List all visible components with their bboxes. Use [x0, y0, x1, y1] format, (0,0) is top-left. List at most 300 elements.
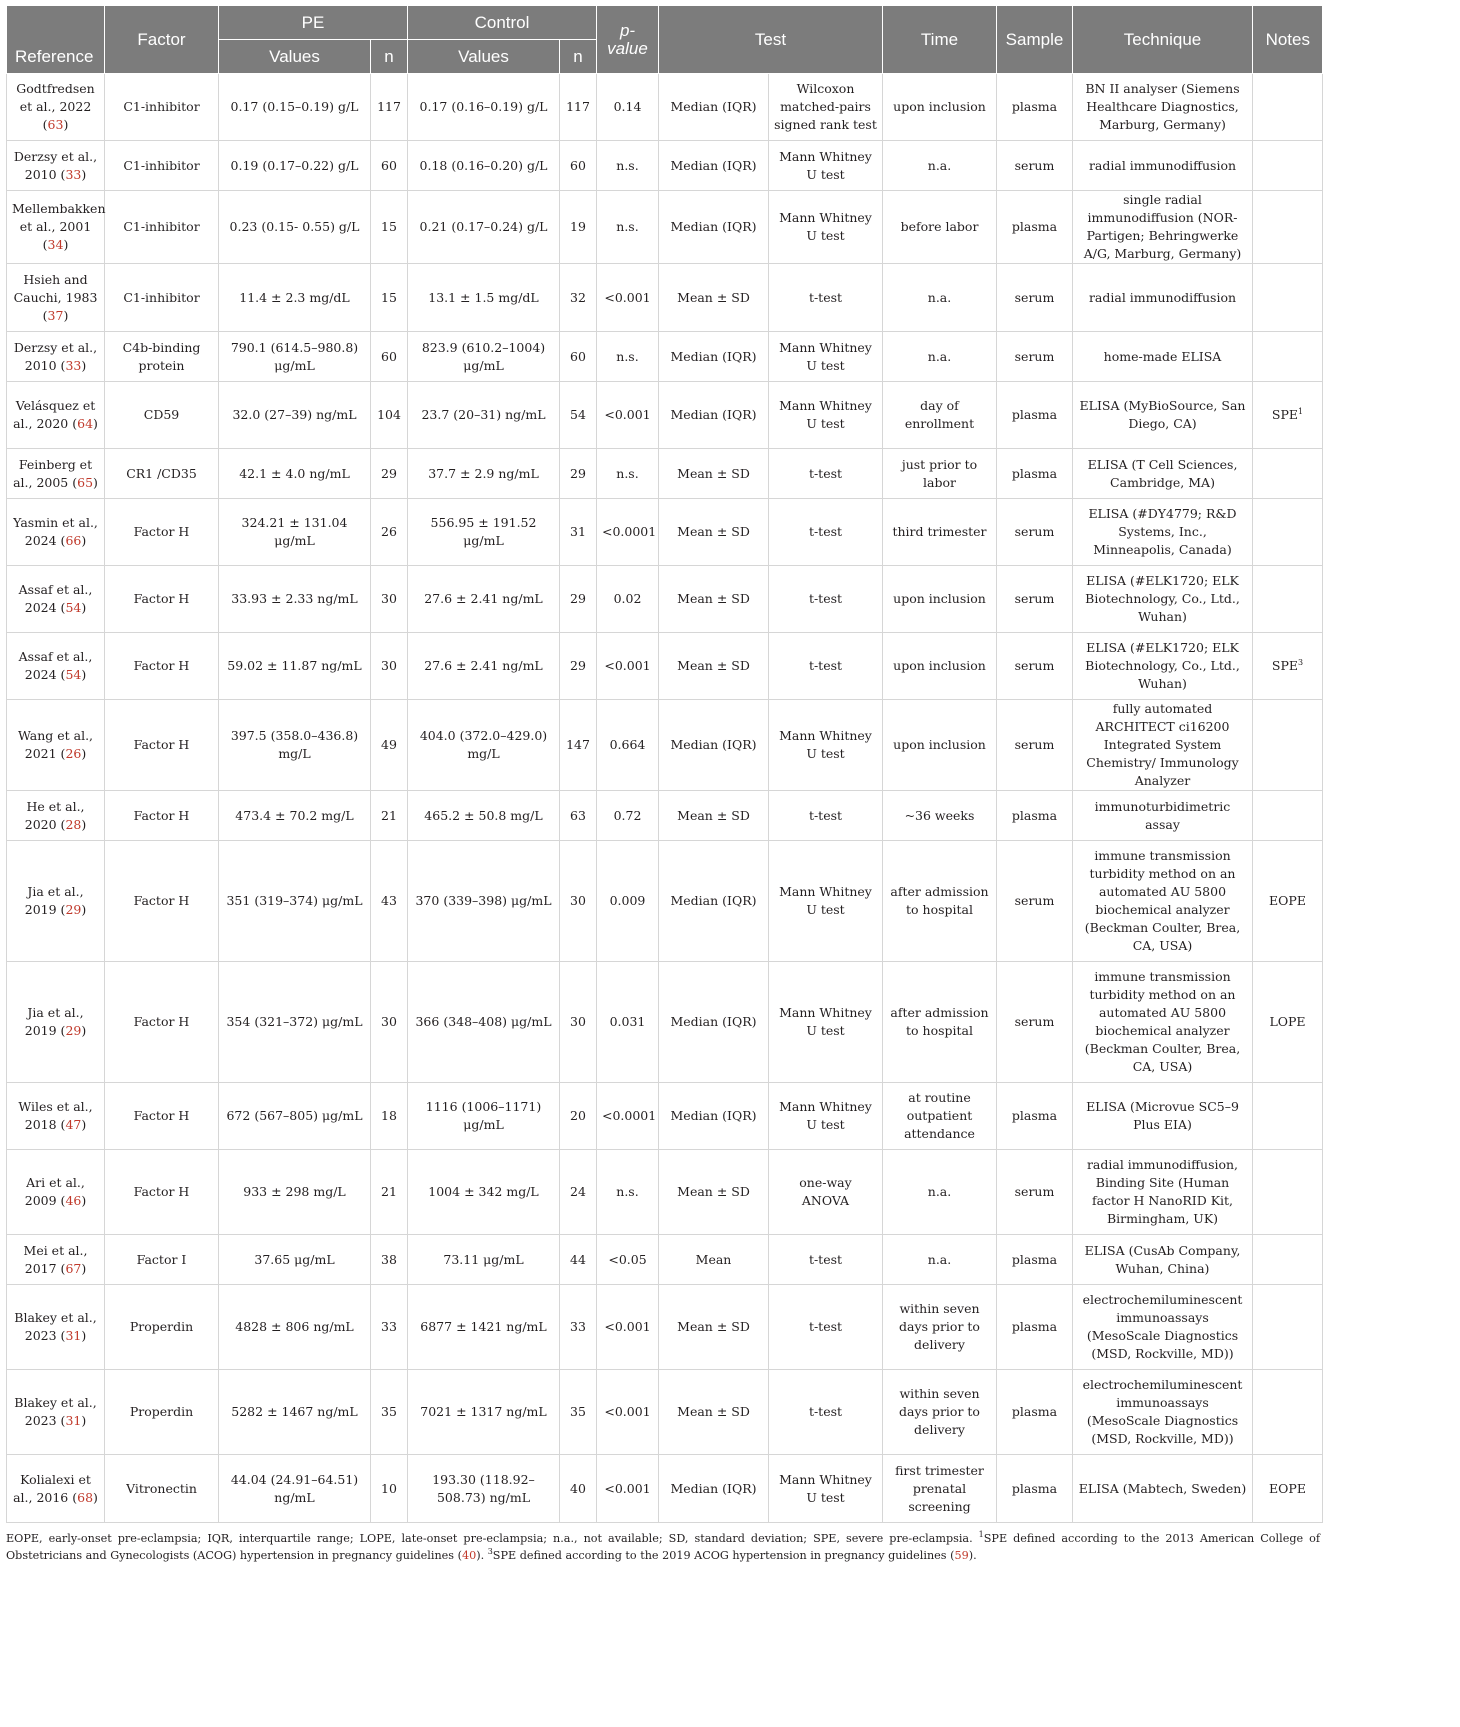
cell-pe-values: 0.17 (0.15–0.19) g/L [219, 74, 371, 141]
cell-statistic: Mean [659, 1235, 769, 1285]
table-header [7, 6, 1323, 74]
cell-reference: Hsieh and Cauchi, 1983 (37) [7, 264, 105, 332]
cell-reference: Blakey et al., 2023 (31) [7, 1370, 105, 1455]
cell-factor: Properdin [105, 1370, 219, 1455]
cell-technique: radial immunodiffusion, Binding Site (Human factor H NanoRID Kit, Birmingham, UK) [1073, 1150, 1253, 1235]
cell-pe-n: 60 [371, 332, 408, 382]
reference-text: Godtfredsen et al., 2022 [16, 81, 95, 114]
reference-text: Derzsy et al., 2010 [13, 148, 98, 182]
cell-test: t-test [769, 264, 883, 332]
reference-text: Ari et al., 2009 [24, 1175, 85, 1208]
cell-p-value: <0.001 [597, 382, 659, 449]
cell-control-values: 37.7 ± 2.9 ng/mL [408, 449, 560, 499]
cell-factor: CD59 [105, 382, 219, 449]
cell-pe-values: 11.4 ± 2.3 mg/dL [219, 264, 371, 332]
cell-control-n: 60 [560, 332, 597, 382]
reference-text: Wiles et al., 2018 [18, 1099, 93, 1132]
footnote-note-1-text: SPE defined according to the 2013 American College of Obstetricians and Gynecologists (ACOG) hypertension in pregnancy guidelines ( [6, 1532, 1320, 1562]
reference-text: Velásquez et al., 2020 [13, 398, 96, 431]
cell-factor: Factor H [105, 566, 219, 633]
cell-technique: radial immunodiffusion [1073, 264, 1253, 332]
cell-test: t-test [769, 449, 883, 499]
cell-factor: C1-inhibitor [105, 191, 219, 264]
cell-sample: serum [997, 566, 1073, 633]
citation-link[interactable]: 64 [77, 416, 94, 431]
cell-sample: serum [997, 633, 1073, 700]
cell-control-n: 32 [560, 264, 597, 332]
cell-factor: Factor I [105, 1235, 219, 1285]
cell-notes [1253, 962, 1323, 1083]
cell-notes [1253, 264, 1323, 332]
cell-time: day of enrollment [883, 382, 997, 449]
citation-link[interactable]: 47 [65, 1117, 82, 1132]
cell-statistic: Mean ± SD [659, 566, 769, 633]
notes-footnote-marker: 3 [1298, 658, 1304, 667]
cell-sample: serum [997, 962, 1073, 1083]
cell-reference: Mei et al., 2017 (67) [7, 1235, 105, 1285]
cell-sample: plasma [997, 1235, 1073, 1285]
cell-statistic: Mean ± SD [659, 791, 769, 841]
table-row [7, 1150, 1323, 1235]
citation-link[interactable]: 31 [65, 1328, 82, 1343]
header-notes: Notes [1253, 6, 1323, 74]
citation-link[interactable]: 68 [77, 1489, 94, 1505]
cell-test: Wilcoxon matched-pairs signed rank test [769, 74, 883, 141]
cell-reference: Blakey et al., 2023 (31) [7, 1285, 105, 1370]
cell-pe-values: 44.04 (24.91–64.51) ng/mL [219, 1455, 371, 1523]
header-time: Time [883, 6, 997, 74]
citation-link[interactable]: 54 [65, 667, 82, 682]
cell-notes [1253, 700, 1323, 791]
cell-pe-n: 21 [371, 1150, 408, 1235]
cell-control-values: 13.1 ± 1.5 mg/dL [408, 264, 560, 332]
citation-link[interactable]: 29 [65, 1023, 82, 1038]
citation-link[interactable]: 37 [47, 307, 64, 323]
reference-text: Yasmin et al., 2024 [13, 515, 98, 548]
cell-sample: plasma [997, 382, 1073, 449]
cell-factor: Factor H [105, 700, 219, 791]
footnote-note-1-end: ). [476, 1549, 485, 1562]
cell-statistic: Median (IQR) [659, 332, 769, 382]
cell-pe-n: 26 [371, 499, 408, 566]
cell-technique: ELISA (#ELK1720; ELK Biotechnology, Co., Ltd., Wuhan) [1073, 633, 1253, 700]
cell-p-value: 0.14 [597, 74, 659, 141]
cell-reference: Derzsy et al., 2010 (33) [7, 332, 105, 382]
cell-factor: C1-inhibitor [105, 141, 219, 191]
footnote-abbreviations: EOPE, early-onset pre-eclampsia; IQR, interquartile range; LOPE, late-onset pre-eclampsia; n.a., not available; SD, standard deviation; SPE, severe pre-eclampsia. [6, 1532, 973, 1545]
cell-notes [1253, 633, 1323, 700]
cell-control-values: 1116 (1006–1171) μg/mL [408, 1083, 560, 1150]
table-row [7, 74, 1323, 141]
cell-factor: C1-inhibitor [105, 264, 219, 332]
cell-test: Mann Whitney U test [769, 191, 883, 264]
citation-link[interactable]: 65 [77, 474, 94, 490]
citation-link[interactable]: 33 [65, 357, 82, 373]
cell-control-values: 27.6 ± 2.41 ng/mL [408, 633, 560, 700]
cell-factor: Factor H [105, 1150, 219, 1235]
cell-pe-values: 42.1 ± 4.0 ng/mL [219, 449, 371, 499]
header-p-value-line2: value [607, 38, 648, 58]
cell-time: before labor [883, 191, 997, 264]
reference-text: Feinberg et al., 2005 [13, 456, 93, 490]
cell-p-value: <0.001 [597, 633, 659, 700]
citation-link[interactable]: 67 [65, 1260, 82, 1276]
cell-control-values: 366 (348–408) μg/mL [408, 962, 560, 1083]
cell-control-values: 1004 ± 342 mg/L [408, 1150, 560, 1235]
cell-control-values: 0.21 (0.17–0.24) g/L [408, 191, 560, 264]
cell-control-values: 73.11 μg/mL [408, 1235, 560, 1285]
cell-control-n: 19 [560, 191, 597, 264]
footnote-note-3-citation[interactable]: 59 [954, 1549, 969, 1562]
cell-pe-values: 37.65 μg/mL [219, 1235, 371, 1285]
cell-p-value: 0.009 [597, 841, 659, 962]
cell-time: within seven days prior to delivery [883, 1285, 997, 1370]
cell-sample: plasma [997, 1083, 1073, 1150]
cell-notes [1253, 1083, 1323, 1150]
cell-time: n.a. [883, 1150, 997, 1235]
table-row [7, 449, 1323, 499]
cell-factor: Factor H [105, 791, 219, 841]
reference-text: Derzsy et al., 2010 [13, 339, 98, 373]
cell-control-values: 404.0 (372.0–429.0) mg/L [408, 700, 560, 791]
cell-p-value: <0.0001 [597, 1083, 659, 1150]
cell-pe-values: 354 (321–372) μg/mL [219, 962, 371, 1083]
cell-pe-values: 397.5 (358.0–436.8) mg/L [219, 700, 371, 791]
reference-text: Assaf et al., 2024 [18, 649, 93, 682]
cell-technique: ELISA (Microvue SC5–9 Plus EIA) [1073, 1083, 1253, 1150]
cell-technique: radial immunodiffusion [1073, 141, 1253, 191]
cell-pe-values: 473.4 ± 70.2 mg/L [219, 791, 371, 841]
reference-text: Kolialexi et al., 2016 [13, 1471, 91, 1505]
cell-control-n: 63 [560, 791, 597, 841]
table-row [7, 332, 1323, 382]
header-factor: Factor [105, 6, 219, 74]
cell-technique: immunoturbidimetric assay [1073, 791, 1253, 841]
cell-test: Mann Whitney U test [769, 332, 883, 382]
citation-link[interactable]: 66 [65, 533, 82, 548]
cell-pe-values: 351 (319–374) μg/mL [219, 841, 371, 962]
cell-pe-n: 49 [371, 700, 408, 791]
table-footnote [6, 1530, 1320, 1564]
cell-control-n: 24 [560, 1150, 597, 1235]
reference-text: Jia et al., 2019 [24, 1005, 84, 1038]
cell-notes [1253, 791, 1323, 841]
cell-pe-values: 790.1 (614.5–980.8) μg/mL [219, 332, 371, 382]
cell-pe-values: 5282 ± 1467 ng/mL [219, 1370, 371, 1455]
cell-reference: Assaf et al., 2024 (54) [7, 566, 105, 633]
cell-notes [1253, 141, 1323, 191]
cell-time: n.a. [883, 1235, 997, 1285]
cell-sample: plasma [997, 1285, 1073, 1370]
cell-test: t-test [769, 1285, 883, 1370]
cell-sample: serum [997, 332, 1073, 382]
header-test: Test [659, 6, 883, 74]
cell-pe-n: 21 [371, 791, 408, 841]
cell-p-value: n.s. [597, 1150, 659, 1235]
cell-control-n: 147 [560, 700, 597, 791]
cell-pe-n: 29 [371, 449, 408, 499]
cell-reference: Velásquez et al., 2020 (64) [7, 382, 105, 449]
cell-reference: Wang et al., 2021 (26) [7, 700, 105, 791]
cell-pe-n: 30 [371, 566, 408, 633]
citation-link[interactable]: 63 [47, 117, 64, 132]
cell-reference: Derzsy et al., 2010 (33) [7, 141, 105, 191]
cell-control-n: 30 [560, 962, 597, 1083]
cell-pe-values: 0.23 (0.15- 0.55) g/L [219, 191, 371, 264]
table-row [7, 633, 1323, 700]
cell-statistic: Mean ± SD [659, 1150, 769, 1235]
cell-statistic: Median (IQR) [659, 191, 769, 264]
cell-factor: Properdin [105, 1285, 219, 1370]
cell-pe-n: 43 [371, 841, 408, 962]
cell-p-value: <0.05 [597, 1235, 659, 1285]
header-technique: Technique [1073, 6, 1253, 74]
cell-statistic: Median (IQR) [659, 700, 769, 791]
cell-test: Mann Whitney U test [769, 962, 883, 1083]
cell-reference: He et al., 2020 (28) [7, 791, 105, 841]
cell-pe-n: 30 [371, 962, 408, 1083]
cell-time: within seven days prior to delivery [883, 1370, 997, 1455]
cell-sample: plasma [997, 191, 1073, 264]
citation-link[interactable]: 33 [65, 166, 82, 182]
cell-pe-n: 35 [371, 1370, 408, 1455]
cell-time: third trimester [883, 499, 997, 566]
cell-factor: Factor H [105, 499, 219, 566]
cell-reference: Jia et al., 2019 (29) [7, 962, 105, 1083]
cell-pe-values: 0.19 (0.17–0.22) g/L [219, 141, 371, 191]
cell-control-n: 29 [560, 566, 597, 633]
cell-control-n: 54 [560, 382, 597, 449]
cell-notes [1253, 449, 1323, 499]
citation-link[interactable]: 34 [47, 237, 64, 252]
cell-factor: Factor H [105, 962, 219, 1083]
table-row [7, 191, 1323, 264]
cell-factor: Vitronectin [105, 1455, 219, 1523]
header-reference: Reference [7, 6, 105, 74]
cell-technique: single radial immunodiffusion (NOR-Partigen; Behringwerke A/G, Marburg, Germany) [1073, 191, 1253, 264]
cell-control-n: 40 [560, 1455, 597, 1523]
table-row [7, 1455, 1323, 1523]
cell-test: Mann Whitney U test [769, 1455, 883, 1523]
cell-p-value: <0.001 [597, 1370, 659, 1455]
cell-control-values: 0.18 (0.16–0.20) g/L [408, 141, 560, 191]
cell-control-values: 6877 ± 1421 ng/mL [408, 1285, 560, 1370]
reference-text: Jia et al., 2019 [24, 884, 84, 917]
cell-reference: Yasmin et al., 2024 (66) [7, 499, 105, 566]
table-body [7, 74, 1323, 1523]
cell-statistic: Median (IQR) [659, 141, 769, 191]
citation-link[interactable]: 54 [65, 600, 82, 615]
cell-sample: plasma [997, 449, 1073, 499]
table-row [7, 1083, 1323, 1150]
cell-sample: plasma [997, 1455, 1073, 1523]
cell-technique: immune transmission turbidity method on an automated AU 5800 biochemical analyzer (Beckman Coulter, Brea, CA, USA) [1073, 841, 1253, 962]
cell-sample: serum [997, 499, 1073, 566]
header-sample: Sample [997, 6, 1073, 74]
cell-sample: plasma [997, 791, 1073, 841]
cell-time: after admission to hospital [883, 962, 997, 1083]
cell-pe-n: 104 [371, 382, 408, 449]
cell-control-values: 0.17 (0.16–0.19) g/L [408, 74, 560, 141]
footnote-marker-1: 1 [978, 1530, 984, 1539]
cell-test: Mann Whitney U test [769, 1083, 883, 1150]
cell-sample: serum [997, 700, 1073, 791]
cell-statistic: Median (IQR) [659, 841, 769, 962]
cell-test: Mann Whitney U test [769, 141, 883, 191]
cell-time: n.a. [883, 141, 997, 191]
cell-reference: Wiles et al., 2018 (47) [7, 1083, 105, 1150]
cell-p-value: n.s. [597, 141, 659, 191]
cell-pe-values: 4828 ± 806 ng/mL [219, 1285, 371, 1370]
cell-notes [1253, 566, 1323, 633]
cell-control-n: 60 [560, 141, 597, 191]
cell-statistic: Mean ± SD [659, 449, 769, 499]
citation-link[interactable]: 31 [65, 1413, 82, 1428]
reference-text: Blakey et al., 2023 [14, 1310, 97, 1343]
cell-pe-values: 933 ± 298 mg/L [219, 1150, 371, 1235]
footnote-note-1-citation[interactable]: 40 [461, 1549, 477, 1562]
cell-technique: home-made ELISA [1073, 332, 1253, 382]
cell-statistic: Mean ± SD [659, 499, 769, 566]
cell-notes [1253, 1370, 1323, 1455]
table-container [6, 5, 1322, 1523]
cell-sample: serum [997, 1150, 1073, 1235]
table-row [7, 566, 1323, 633]
cell-pe-n: 15 [371, 191, 408, 264]
reference-text: Assaf et al., 2024 [18, 582, 93, 615]
cell-reference: Godtfredsen et al., 2022 (63) [7, 74, 105, 141]
cell-technique: ELISA (#ELK1720; ELK Biotechnology, Co., Ltd., Wuhan) [1073, 566, 1253, 633]
cell-test: t-test [769, 1235, 883, 1285]
header-p-value [597, 6, 659, 74]
cell-technique: electrochemiluminescent immunoassays (MesoScale Diagnostics (MSD, Rockville, MD)) [1073, 1370, 1253, 1455]
citation-link[interactable]: 46 [65, 1193, 82, 1208]
footnote-marker-3: 3 [487, 1547, 493, 1556]
cell-statistic: Median (IQR) [659, 74, 769, 141]
cell-reference: Mellembakken et al., 2001 (34) [7, 191, 105, 264]
cell-control-n: 29 [560, 633, 597, 700]
cell-reference: Feinberg et al., 2005 (65) [7, 449, 105, 499]
notes-text: LOPE [1269, 1014, 1306, 1029]
cell-time: first trimester prenatal screening [883, 1455, 997, 1523]
notes-footnote-marker: 1 [1298, 407, 1304, 416]
cell-pe-values: 33.93 ± 2.33 ng/mL [219, 566, 371, 633]
notes-text: EOPE [1269, 1480, 1306, 1496]
cell-p-value: <0.0001 [597, 499, 659, 566]
table-row [7, 1370, 1323, 1455]
cell-time: upon inclusion [883, 74, 997, 141]
header-pe-values: Values [219, 40, 371, 74]
cell-control-values: 370 (339–398) μg/mL [408, 841, 560, 962]
cell-notes [1253, 74, 1323, 141]
cell-pe-n: 15 [371, 264, 408, 332]
reference-text: Mei et al., 2017 [23, 1242, 88, 1276]
cell-sample: serum [997, 264, 1073, 332]
cell-time: ~36 weeks [883, 791, 997, 841]
reference-text: Blakey et al., 2023 [14, 1395, 97, 1428]
citation-link[interactable]: 26 [65, 746, 82, 761]
cell-test: Mann Whitney U test [769, 841, 883, 962]
cell-statistic: Median (IQR) [659, 1083, 769, 1150]
cell-time: n.a. [883, 332, 997, 382]
cell-test: t-test [769, 566, 883, 633]
citation-link[interactable]: 28 [65, 816, 82, 832]
cell-factor: CR1 /CD35 [105, 449, 219, 499]
cell-notes [1253, 1285, 1323, 1370]
cell-control-values: 556.95 ± 191.52 μg/mL [408, 499, 560, 566]
cell-pe-n: 117 [371, 74, 408, 141]
cell-notes [1253, 841, 1323, 962]
cell-control-n: 33 [560, 1285, 597, 1370]
cell-pe-values: 59.02 ± 11.87 ng/mL [219, 633, 371, 700]
cell-control-values: 823.9 (610.2–1004) μg/mL [408, 332, 560, 382]
citation-link[interactable]: 29 [65, 902, 82, 917]
reference-text: Wang et al., 2021 [17, 728, 94, 761]
cell-sample: plasma [997, 74, 1073, 141]
cell-p-value: n.s. [597, 332, 659, 382]
cell-statistic: Mean ± SD [659, 1285, 769, 1370]
cell-control-values: 465.2 ± 50.8 mg/L [408, 791, 560, 841]
cell-pe-values: 672 (567–805) μg/mL [219, 1083, 371, 1150]
cell-pe-n: 60 [371, 141, 408, 191]
cell-sample: plasma [997, 1370, 1073, 1455]
table-row [7, 264, 1323, 332]
cell-test: t-test [769, 791, 883, 841]
cell-pe-n: 10 [371, 1455, 408, 1523]
table-row [7, 499, 1323, 566]
cell-p-value: <0.001 [597, 1455, 659, 1523]
cell-time: n.a. [883, 264, 997, 332]
cell-pe-n: 38 [371, 1235, 408, 1285]
cell-control-values: 23.7 (20–31) ng/mL [408, 382, 560, 449]
cell-reference: Assaf et al., 2024 (54) [7, 633, 105, 700]
cell-reference: Ari et al., 2009 (46) [7, 1150, 105, 1235]
reference-text: He et al., 2020 [24, 798, 85, 832]
cell-pe-n: 33 [371, 1285, 408, 1370]
header-pe: PE [219, 6, 408, 40]
cell-statistic: Mean ± SD [659, 633, 769, 700]
cell-test: one-way ANOVA [769, 1150, 883, 1235]
cell-technique: ELISA (Mabtech, Sweden) [1073, 1455, 1253, 1523]
header-control-n: n [560, 40, 597, 74]
cell-factor: Factor H [105, 841, 219, 962]
cell-reference: Jia et al., 2019 (29) [7, 841, 105, 962]
cell-test: Mann Whitney U test [769, 700, 883, 791]
cell-technique: fully automated ARCHITECT ci16200 Integrated System Chemistry/ Immunology Analyzer [1073, 700, 1253, 791]
cell-time: upon inclusion [883, 566, 997, 633]
cell-control-n: 31 [560, 499, 597, 566]
table-row [7, 841, 1323, 962]
table-row [7, 141, 1323, 191]
cell-technique: immune transmission turbidity method on an automated AU 5800 biochemical analyzer (Beckman Coulter, Brea, CA, USA) [1073, 962, 1253, 1083]
footnote-note-3-end: ). [968, 1549, 977, 1562]
cell-control-n: 29 [560, 449, 597, 499]
cell-control-values: 27.6 ± 2.41 ng/mL [408, 566, 560, 633]
cell-control-n: 44 [560, 1235, 597, 1285]
cell-factor: Factor H [105, 1083, 219, 1150]
header-control: Control [408, 6, 597, 40]
cell-factor: C1-inhibitor [105, 74, 219, 141]
table-row [7, 700, 1323, 791]
cell-p-value: 0.02 [597, 566, 659, 633]
cell-technique: BN II analyser (Siemens Healthcare Diagnostics, Marburg, Germany) [1073, 74, 1253, 141]
cell-notes [1253, 1455, 1323, 1523]
cell-control-n: 20 [560, 1083, 597, 1150]
cell-test: Mann Whitney U test [769, 382, 883, 449]
cell-factor: Factor H [105, 633, 219, 700]
cell-technique: ELISA (#DY4779; R&D Systems, Inc., Minneapolis, Canada) [1073, 499, 1253, 566]
cell-time: upon inclusion [883, 633, 997, 700]
